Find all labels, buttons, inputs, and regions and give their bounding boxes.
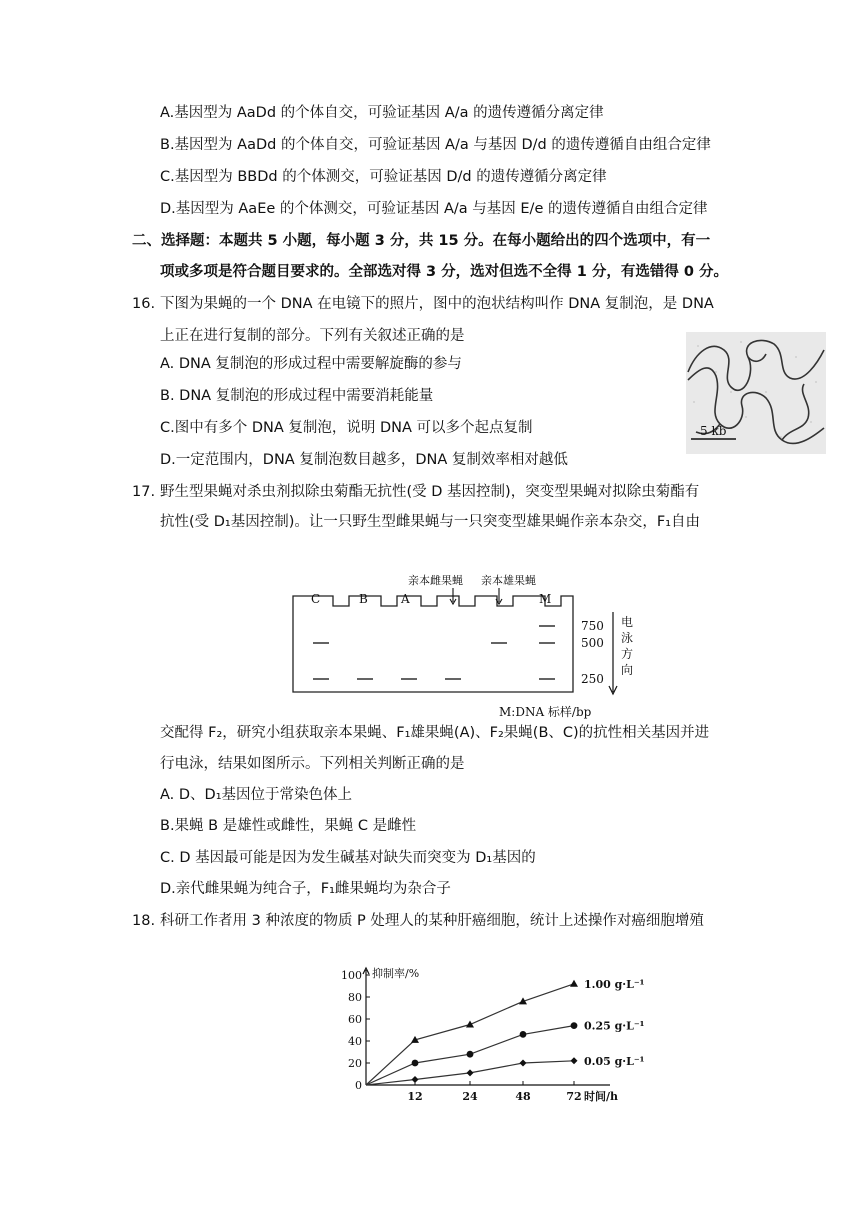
x-tick-label-12: 12 bbox=[407, 1090, 423, 1103]
y-tick-label-80: 80 bbox=[348, 991, 362, 1004]
gel-parent-male-label: 亲本雄果蝇 bbox=[481, 574, 536, 587]
q15-option-c: C.基因型为 BBDd 的个体测交，可验证基因 D/d 的遗传遵循分离定律 bbox=[160, 169, 607, 185]
q16-option-d: D.一定范围内，DNA 复制泡数目越多，DNA 复制效率相对越低 bbox=[160, 452, 568, 468]
y-tick-label-60: 60 bbox=[348, 1013, 362, 1026]
q15-option-b: B.基因型为 AaDd 的个体自交，可验证基因 A/a 与基因 D/d 的遗传遵循自由组合定律 bbox=[160, 137, 711, 153]
q15-option-d: D.基因型为 AaEe 的个体测交，可验证基因 A/a 与基因 E/e 的遗传遵循自由组合定律 bbox=[160, 201, 708, 217]
data-point-s1-48 bbox=[520, 1031, 527, 1038]
q17-option-a: A. D、D₁基因位于常染色体上 bbox=[160, 787, 353, 803]
x-tick-label-48: 48 bbox=[515, 1090, 531, 1103]
y-axis-label: 抑制率/% bbox=[372, 967, 420, 980]
data-point-s1-12 bbox=[412, 1060, 419, 1067]
gel-parent-female-label: 亲本雌果蝇 bbox=[408, 574, 463, 587]
photo-scale-label: 5 kb bbox=[700, 424, 727, 438]
q17-stem-line4: 行电泳，结果如图所示。下列相关判断正确的是 bbox=[160, 756, 465, 772]
q17-stem-line1: 野生型果蝇对杀虫剂拟除虫菊酯无抗性(受 D 基因控制)，突变型果蝇对拟除虫菊酯有 bbox=[160, 484, 700, 500]
gel-bands bbox=[313, 626, 555, 679]
q16-number: 16. bbox=[132, 296, 156, 312]
marker-size-500: 500 bbox=[581, 636, 604, 650]
gel-lane-label-b: B bbox=[359, 592, 368, 606]
y-tick-label-20: 20 bbox=[348, 1057, 362, 1070]
data-point-s2-48 bbox=[520, 1060, 527, 1067]
x-axis-label: 时间/h bbox=[583, 1090, 618, 1103]
gel-electrophoresis-figure bbox=[285, 568, 645, 720]
y-tick-label-0: 0 bbox=[355, 1079, 362, 1092]
marker-size-750: 750 bbox=[581, 619, 604, 633]
data-point-s2-24 bbox=[467, 1069, 474, 1076]
gel-lane-label-c: C bbox=[311, 592, 321, 606]
series-label-1: 0.25 g·L⁻¹ bbox=[584, 1019, 645, 1033]
q15-option-a: A.基因型为 AaDd 的个体自交，可验证基因 A/a 的遗传遵循分离定律 bbox=[160, 105, 604, 121]
chart-series bbox=[366, 980, 578, 1085]
q18-stem-line1: 科研工作者用 3 种浓度的物质 P 处理人的某种肝癌细胞，统计上述操作对癌细胞增殖 bbox=[160, 913, 704, 929]
data-point-s2-12 bbox=[412, 1076, 419, 1083]
q17-option-b: B.果蝇 B 是雄性或雌性，果蝇 C 是雌性 bbox=[160, 818, 417, 834]
q17-stem-line3: 交配得 F₂，研究小组获取亲本果蝇、F₁雄果蝇(A)、F₂果蝇(B、C)的抗性相关基因并进 bbox=[160, 725, 710, 741]
series-label-0: 1.00 g·L⁻¹ bbox=[584, 977, 645, 991]
data-point-s0-72 bbox=[570, 980, 578, 987]
gel-lane-label-m: M bbox=[539, 592, 552, 606]
series-label-2: 0.05 g·L⁻¹ bbox=[584, 1054, 645, 1068]
x-tick-label-24: 24 bbox=[462, 1090, 478, 1103]
q17-option-c: C. D 基因最可能是因为发生碱基对缺失而突变为 D₁基因的 bbox=[160, 850, 536, 866]
data-point-s2-72 bbox=[571, 1057, 578, 1064]
data-point-s1-24 bbox=[467, 1051, 474, 1058]
q17-stem-line2: 抗性(受 D₁基因控制)。让一只野生型雌果蝇与一只突变型雄果蝇作亲本杂交，F₁自由 bbox=[160, 514, 701, 530]
dna-em-photo bbox=[686, 332, 826, 454]
q16-stem-line1: 下图为果蝇的一个 DNA 在电镜下的照片，图中的泡状结构叫作 DNA 复制泡，是 DNA bbox=[160, 296, 714, 312]
x-tick-label-72: 72 bbox=[566, 1090, 582, 1103]
electrophoresis-direction-label: 电泳方向 bbox=[621, 615, 634, 677]
section2-heading-line2: 项或多项是符合题目要求的。全部选对得 3 分，选对但选不全得 1 分，有选错得 0 分。 bbox=[160, 264, 729, 280]
q18-number: 18. bbox=[132, 913, 156, 929]
gel-lane-label-a: A bbox=[401, 592, 410, 606]
q16-stem-line2: 上正在进行复制的部分。下列有关叙述正确的是 bbox=[160, 328, 465, 344]
q16-option-a: A. DNA 复制泡的形成过程中需要解旋酶的参与 bbox=[160, 356, 462, 372]
section2-heading-line1: 二、选择题：本题共 5 小题，每小题 3 分，共 15 分。在每小题给出的四个选项中，有一 bbox=[132, 233, 711, 249]
data-point-s0-24 bbox=[466, 1021, 474, 1028]
q16-option-b: B. DNA 复制泡的形成过程中需要消耗能量 bbox=[160, 388, 434, 404]
data-point-s1-72 bbox=[571, 1022, 578, 1029]
q16-option-c: C.图中有多个 DNA 复制泡，说明 DNA 可以多个起点复制 bbox=[160, 420, 533, 436]
q17-option-d: D.亲代雌果蝇为纯合子，F₁雌果蝇均为杂合子 bbox=[160, 881, 451, 897]
inhibition-rate-chart bbox=[340, 962, 660, 1104]
marker-size-250: 250 bbox=[581, 672, 604, 686]
q17-number: 17. bbox=[132, 484, 156, 500]
gel-caption: M:DNA 标样/bp bbox=[499, 705, 592, 719]
y-tick-label-100: 100 bbox=[341, 969, 362, 982]
y-tick-label-40: 40 bbox=[348, 1035, 362, 1048]
